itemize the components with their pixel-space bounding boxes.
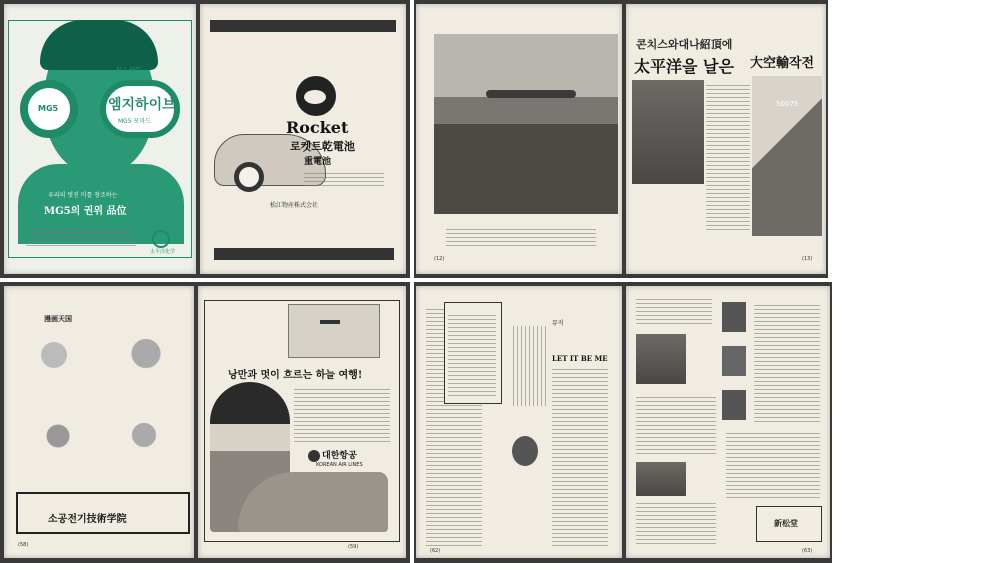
rocket-tagline-2: 重電池 [304,157,332,167]
footer-ad: 新松堂 [774,518,798,528]
page-number-58: (58) [18,542,29,548]
cartoon-1 [24,326,84,384]
headline-top: 콘치스와대나紹頂에 [636,38,733,51]
maker-name: 太平洋化学 [150,249,176,255]
photo-portrait-1 [722,302,746,332]
airline-name-kr: 대한항공 [322,451,357,461]
body-text-3 [726,430,820,500]
page-number-63: (63) [802,548,813,554]
photo-portrait-3 [722,390,746,420]
jar-label: MG5 [38,104,59,113]
photo-couple [636,334,686,384]
rocket-brand: Rocket [286,118,349,137]
song-lyrics [552,366,608,546]
headline-right: 大空輸작전 [750,56,815,71]
product-sub: MG5 포마드 [118,118,151,125]
article-left-page [416,4,622,274]
cartoon-page [4,286,194,558]
plane-number: 50075 [776,100,799,108]
ad-fineprint [26,226,136,246]
ad-copy-2: MG5의 권위 品位 [44,206,127,217]
article-text [706,82,750,232]
vertical-text [510,326,546,406]
battery-ad-page [200,4,406,274]
music-left-page [416,286,622,558]
song-title: LET IT BE ME [552,354,608,363]
chart-box-text [448,312,496,398]
soldiers-photo [632,80,704,184]
panel-music-article [414,282,832,563]
body-text-1 [636,394,716,454]
singer-portrait [512,436,538,466]
cartoon-4 [112,404,176,466]
product-name: 엠지하이브 [108,97,176,113]
photo-caption [446,226,596,246]
brand-top: ALL AMS [116,66,142,73]
airline-name-en: KOREAN AIR LINES [316,462,363,468]
maker-logo-icon [152,230,170,248]
profile-text [754,302,820,422]
battery-company: 松江物産株式会社 [270,202,319,209]
route-map [288,304,380,358]
car-wheel [234,162,264,192]
battery-ad-text [304,170,384,188]
headline-main: 太平洋을 날은 [634,57,734,76]
cartoon-3 [28,406,88,466]
rocket-tagline: 로켓트乾電池 [290,140,355,153]
page-number-13: (13) [802,256,813,262]
airplane-silhouette [486,90,576,98]
cosmetic-ad-page [4,4,196,274]
airline-ad-page [198,286,406,558]
panel-ads [0,0,410,278]
section-label: 뮤직 [552,320,564,327]
intro-text [636,296,712,326]
page-number-62: (62) [430,548,441,554]
airline-slogan: 낭만과 멋이 흐르는 하늘 여행! [228,370,363,381]
mascot-face [304,90,326,104]
panel-airline-ad [0,282,410,563]
airfield-photo [434,34,618,214]
page-number-59: (59) [348,544,359,550]
panel-airlift-article [414,0,828,278]
school-name: 소공전기技術学院 [48,514,127,525]
airline-logo-icon [308,450,320,462]
photo-portrait-2 [722,346,746,376]
bottom-deco-band [214,248,394,260]
ad-copy-1: 우리의 멋진 미를 창조하는 [48,192,118,199]
top-deco-band [210,20,396,32]
cartoon-header: 漫画天国 [44,314,72,323]
airline-ad-text [294,386,390,442]
photo-group [636,462,686,496]
article-right-page [626,4,826,274]
man-hair [40,20,158,70]
music-right-page [626,286,830,558]
airplane-icon [320,320,340,324]
page-number-12: (12) [434,256,445,262]
cartoon-2 [114,322,178,392]
body-text-2 [636,500,716,546]
